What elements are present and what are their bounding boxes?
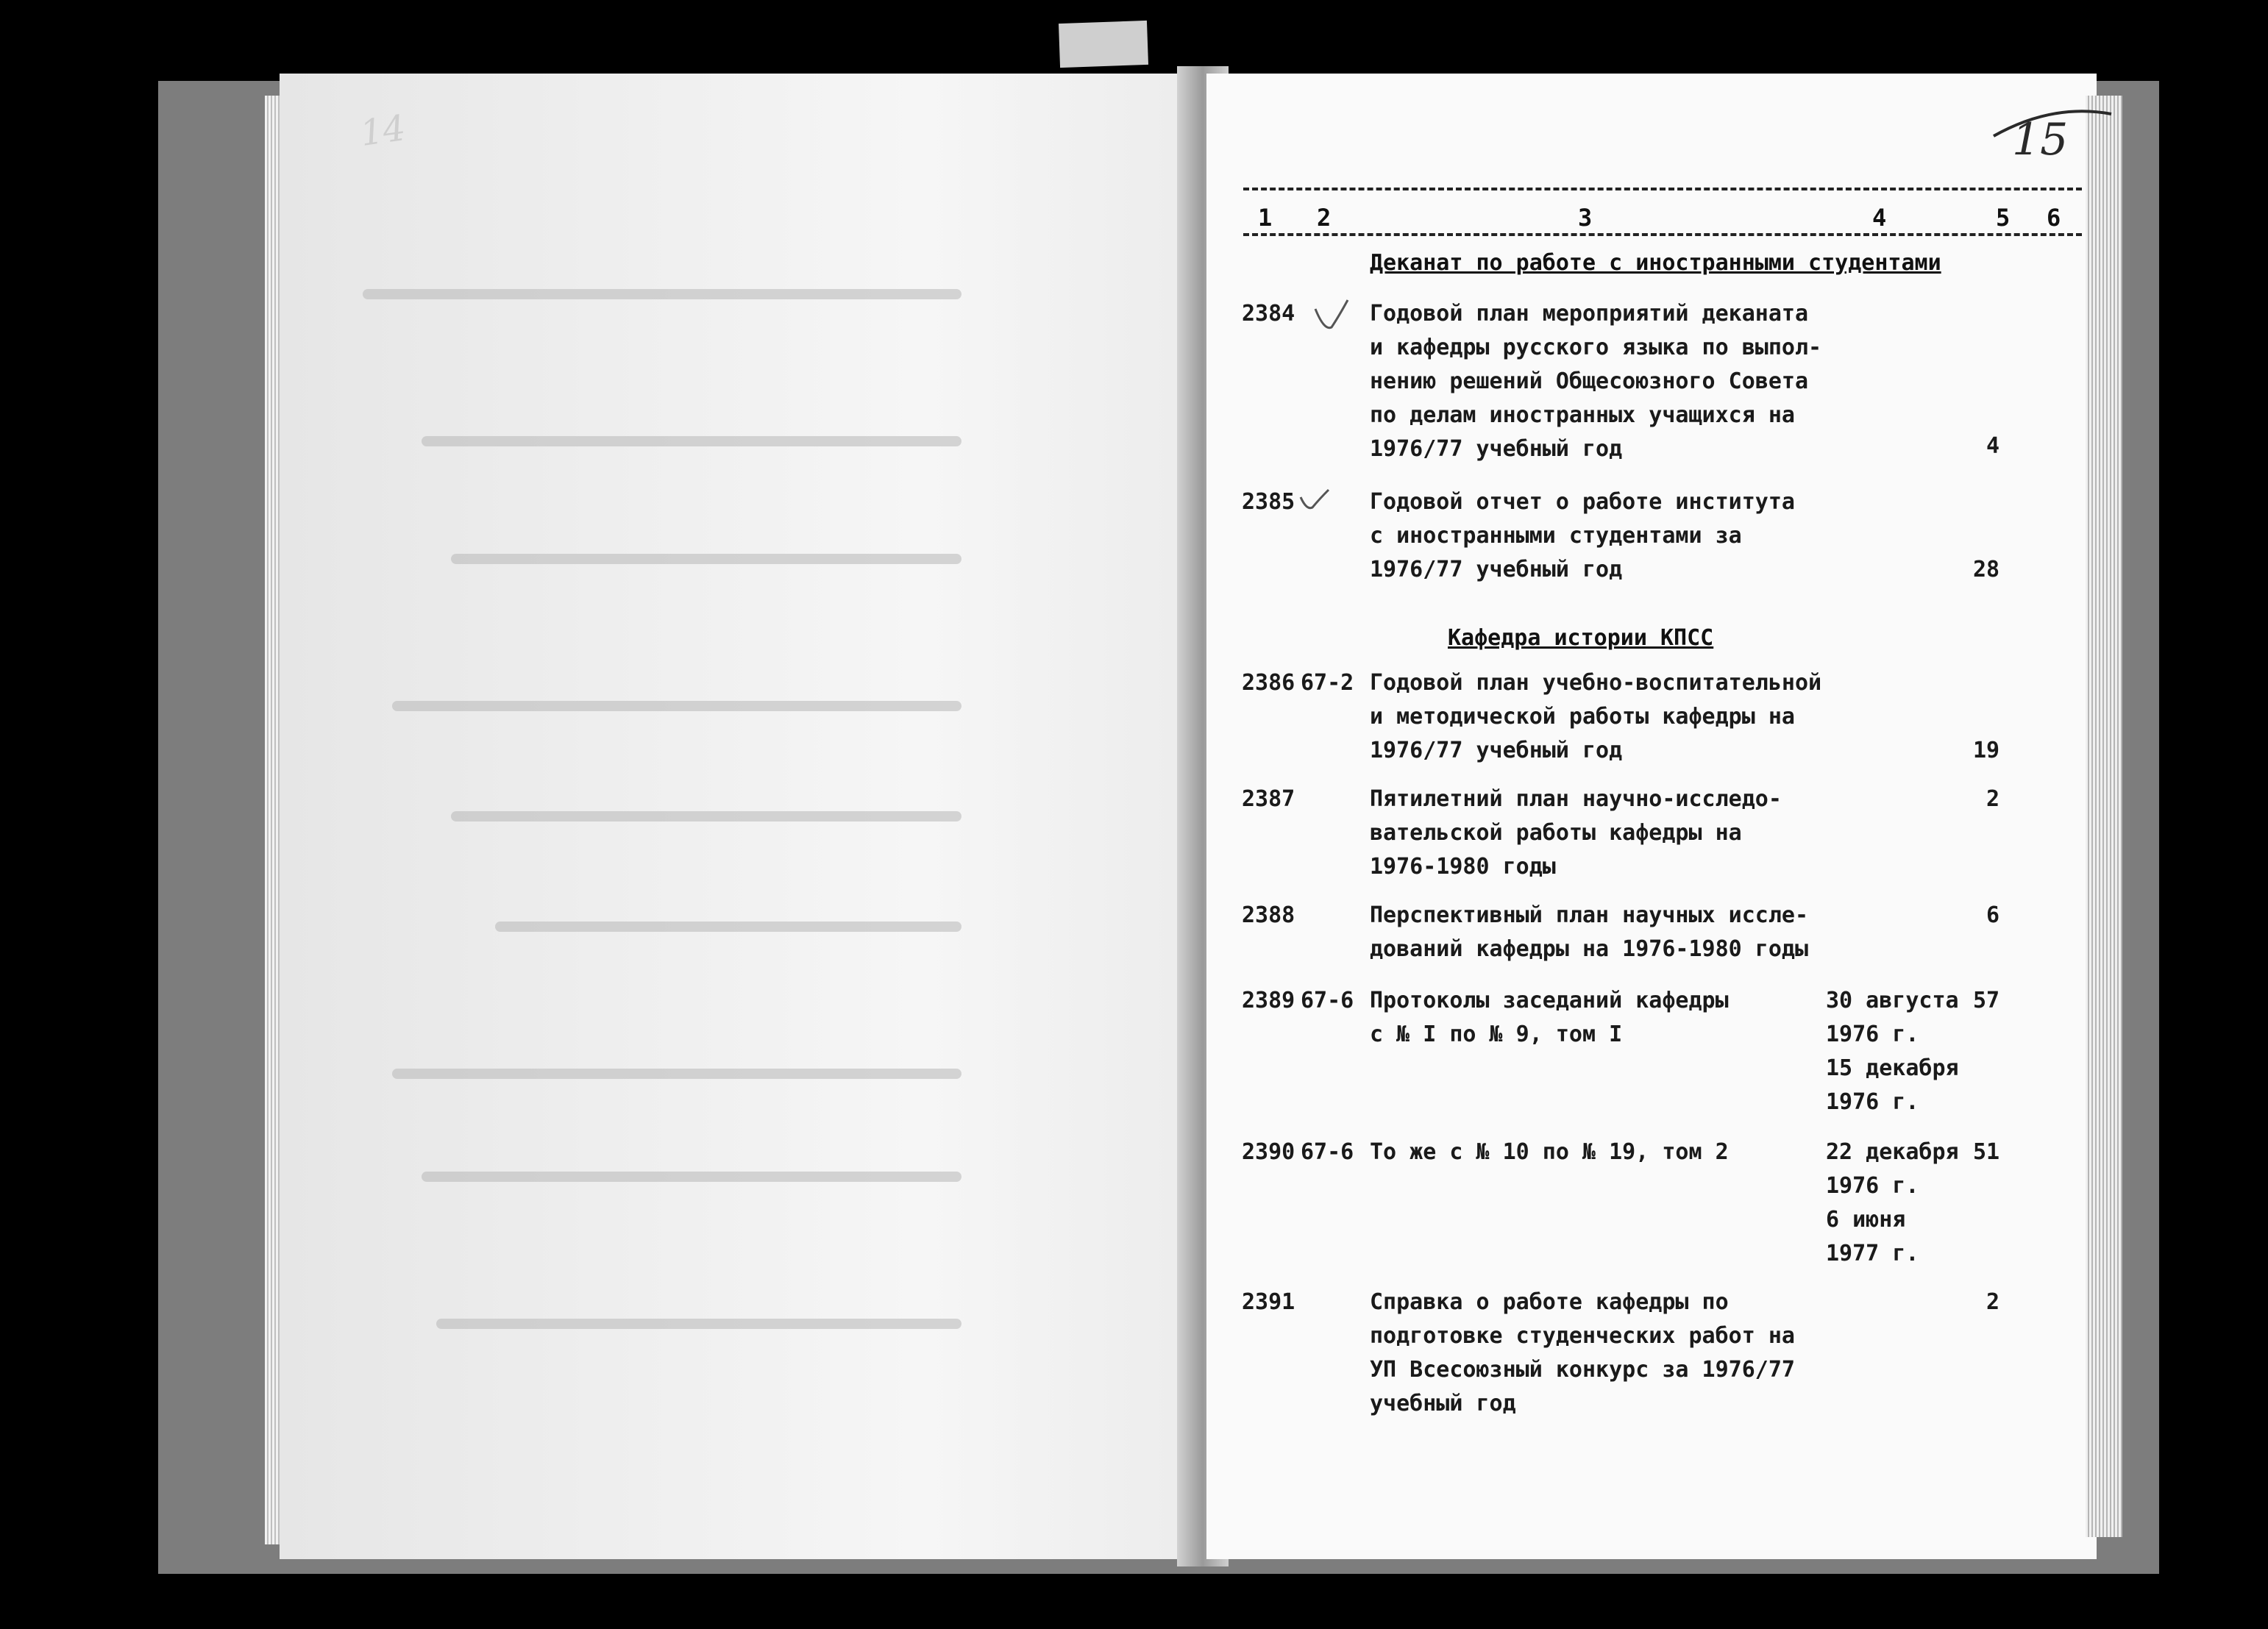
col-3: 3 <box>1578 204 1593 232</box>
entry-title: Годовой план мероприятий деканата и кафедры русского языка по выпол- нению решений Общесоюзного Совета по делам иностранных учащихся на 1976/77 учебный год <box>1370 301 1822 462</box>
entry-number: 2391 <box>1242 1289 1295 1315</box>
entry-number: 2384 <box>1242 301 1295 327</box>
entry-pages: 4 <box>1986 433 2000 459</box>
check-mark-icon <box>1296 485 1333 515</box>
entry-pages: 2 <box>1986 1289 2000 1315</box>
entry-number: 2387 <box>1242 786 1295 812</box>
binder-tab <box>1059 21 1148 68</box>
section-heading: Деканат по работе с иностранными студентами <box>1370 250 1941 276</box>
section-heading: Кафедра истории КПСС <box>1448 625 1714 651</box>
col-6: 6 <box>2047 204 2061 232</box>
entry-pages: 2 <box>1986 786 2000 812</box>
entry-pages: 51 <box>1973 1139 2000 1165</box>
entry-dates: 30 августа 1976 г. 15 декабря 1976 г. <box>1826 988 1959 1115</box>
right-page-edges <box>2086 96 2122 1537</box>
entry-title: Годовой отчет о работе института с иностранными студентами за 1976/77 учебный год <box>1370 489 1795 582</box>
entry-title: Справка о работе кафедры по подготовке студенческих работ на УП Всесоюзный конкурс за 1976/77 учебный год <box>1370 1289 1795 1416</box>
left-page-bleed-through <box>309 177 1177 1383</box>
entry-pages: 19 <box>1973 738 2000 763</box>
entry-number: 2389 <box>1242 988 1295 1013</box>
entry-number: 2386 <box>1242 670 1295 696</box>
entry-dates: 22 декабря 1976 г. 6 июня 1977 г. <box>1826 1139 1959 1266</box>
entry-index: 67-2 <box>1301 670 1354 696</box>
table-header <box>1243 188 2082 239</box>
entry-title: То же с № 10 по № 19, том 2 <box>1370 1139 1729 1165</box>
col-2: 2 <box>1317 204 1332 232</box>
entry-title: Перспективный план научных иссле- дований кафедры на 1976-1980 годы <box>1370 902 1809 962</box>
entry-pages: 28 <box>1973 557 2000 582</box>
page-number: 15 <box>2012 114 2069 165</box>
entry-number: 2385 <box>1242 489 1295 515</box>
col-5: 5 <box>1996 204 2011 232</box>
entry-pages: 6 <box>1986 902 2000 928</box>
page-number-flourish <box>1986 107 2119 158</box>
col-4: 4 <box>1872 204 1887 232</box>
entry-title: Пятилетний план научно-исследо- вательской работы кафедры на 1976-1980 годы <box>1370 786 1782 880</box>
entry-number: 2390 <box>1242 1139 1295 1165</box>
entry-number: 2388 <box>1242 902 1295 928</box>
entry-title: Протоколы заседаний кафедры с № I по № 9, том I <box>1370 988 1729 1047</box>
entry-pages: 57 <box>1973 988 2000 1013</box>
check-mark-icon <box>1309 294 1354 338</box>
entry-index: 67-6 <box>1301 988 1354 1013</box>
col-1: 1 <box>1258 204 1273 232</box>
entry-title: Годовой план учебно-воспитательной и методической работы кафедры на 1976/77 учебный год <box>1370 670 1822 763</box>
left-folio: 14 <box>358 107 408 154</box>
entry-index: 67-6 <box>1301 1139 1354 1165</box>
